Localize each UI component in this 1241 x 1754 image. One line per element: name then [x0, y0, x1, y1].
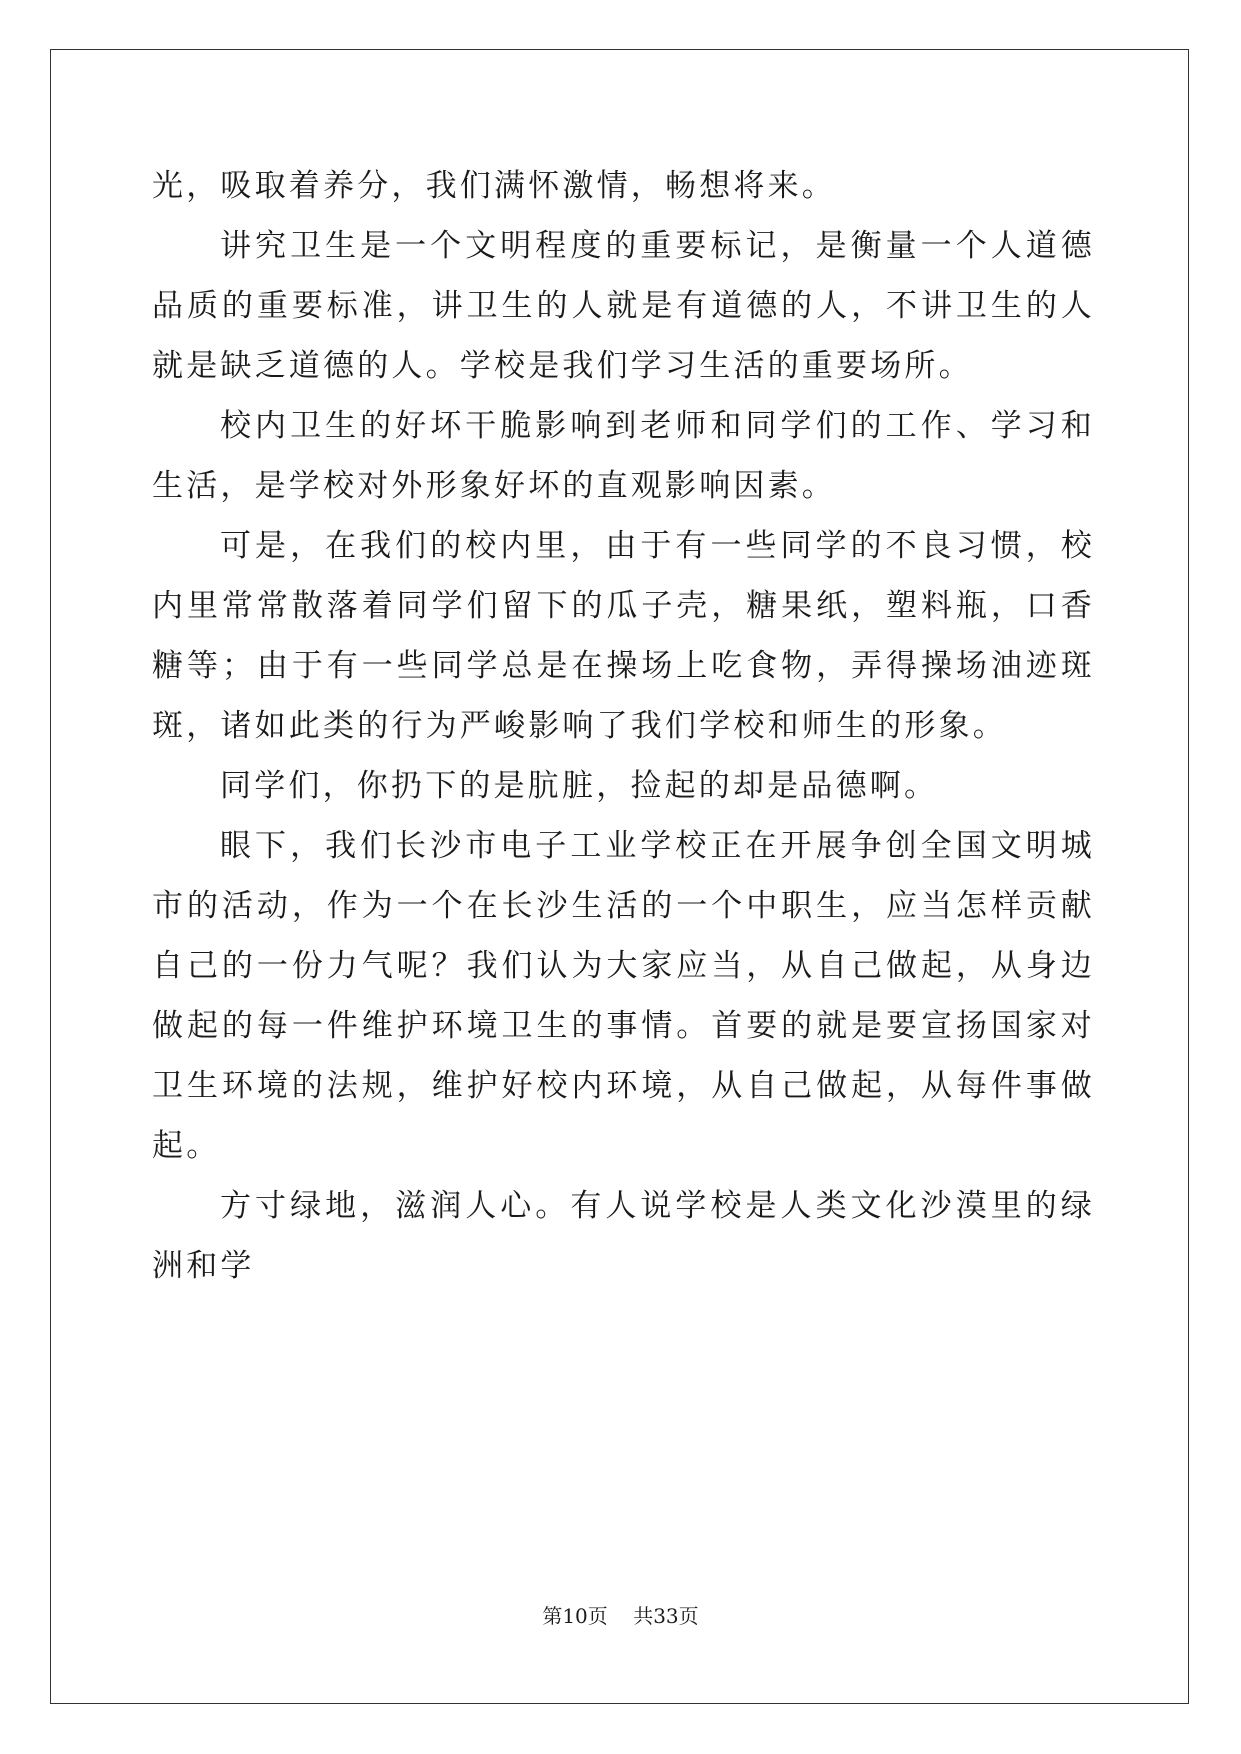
paragraph-continued: 光，吸取着养分，我们满怀激情，畅想将来。 — [152, 168, 836, 204]
paragraph: 同学们，你扔下的是肮脏，捡起的却是品德啊。 — [220, 768, 939, 804]
paragraph: 校内卫生的好坏干脆影响到老师和同学们的工作、学习和生活，是学校对外形象好坏的直观影响因素。 — [152, 408, 1095, 504]
paragraph: 方寸绿地，滋润人心。有人说学校是人类文化沙漠里的绿洲和学 — [152, 1188, 1095, 1284]
paragraph: 可是，在我们的校内里，由于有一些同学的不良习惯，校内里常常散落着同学们留下的瓜子壳，糖果纸，塑料瓶，口香糖等；由于有一些同学总是在操场上吃食物，弄得操场油迹斑斑，诸如此类的行为严峻影响了我们学校和师生的形象。 — [152, 528, 1095, 744]
paragraph: 眼下，我们长沙市电子工业学校正在开展争创全国文明城市的活动，作为一个在长沙生活的一个中职生，应当怎样贡献自己的一份力气呢？我们认为大家应当，从自己做起，从身边做起的每一件维护环境卫生的事情。首要的就是要宣扬国家对卫生环境的法规，维护好校内环境，从自己做起，从每件事做起。 — [152, 828, 1095, 1164]
document-body — [152, 156, 1095, 1296]
page-number-footer: 第10页 共33页 — [542, 1604, 699, 1628]
paragraph: 讲究卫生是一个文明程度的重要标记，是衡量一个人道德品质的重要标准，讲卫生的人就是有道德的人，不讲卫生的人就是缺乏道德的人。学校是我们学习生活的重要场所。 — [152, 228, 1095, 384]
